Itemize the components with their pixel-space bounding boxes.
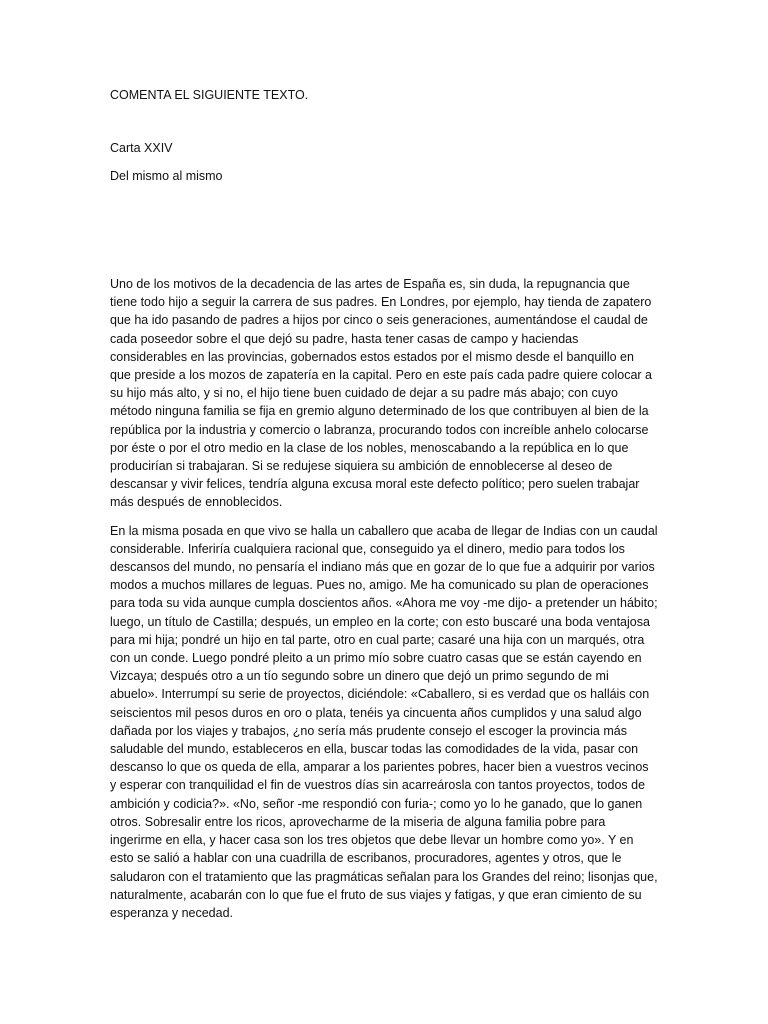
paragraph-2: En la misma posada en que vivo se halla un caballero que acaba de llegar de Indias con un caudal considerable. Inferiría cualquiera racional que, conseguido ya el dinero, medio para todos los descansos del mundo, no pensaría el indiano más que en gozar de lo que fue a adquirir por varios modos a muchos millares de leguas. Pues no, amigo. Me ha comunicado su plan de operaciones para toda su vida aunque cumpla doscientos años. «Ahora me voy -me dijo- a pretender un hábito; luego, un título de Castilla; después, un empleo en la corte; con esto buscaré una boda ventajosa para mi hija; pondré un hijo en tal parte, otro en cual parte; casaré una hija con un marqués, otra con un conde. Luego pondré pleito a un primo mío sobre cuatro casas que se están cayendo en Vizcaya; después otro a un tío segundo sobre un dinero que dejó un primo segundo de mi abuelo». Interrumpí su serie de proyectos, diciéndole: «Caballero, si es verdad que os halláis con seiscientos mil pesos duros en oro o plata, tenéis ya cincuenta años cumplidos y una salud algo dañada por los viajes y trabajos, ¿no sería más prudente consejo el escoger la provincia más saludable del mundo, estableceros en ella, buscar todas las comodidades de la vida, pasar con descanso lo que os queda de ella, amparar a los parientes pobres, hacer bien a vuestros vecinos y esperar con tranquilidad el fin de vuestros días sin acarreárosla con tantos proyectos, todos de ambición y codicia?». «No, señor -me respondió con furia-; como yo lo he ganado, que lo ganen otros. Sobresalir entre los ricos, aprovecharme de la miseria de alguna familia pobre para ingerirme en ella, y hacer casa son los tres objetos que debe llevar un hombre como yo». Y en esto se salió a hablar con una cuadrilla de escribanos, procuradores, agentes y otros, que le saludaron con el tratamiento que las pragmáticas señalan para los Grandes del reino; lisonjas que, naturalmente, acabarán con lo que fue el fruto de sus viajes y fatigas, y que eran cimiento de su esperanza y necedad.	[110, 523, 658, 920]
letter-title: Carta XXIV	[110, 141, 173, 155]
paragraph-1: Uno de los motivos de la decadencia de las artes de España es, sin duda, la repugnancia que tiene todo hijo a seguir la carrera de sus padres. En Londres, por ejemplo, hay tienda de zapatero que ha ido pasando de padres a hijos por cinco o seis generaciones, aumentándose el caudal de cada poseedor sobre el que dejó su padre, hasta tener casas de campo y haciendas considerables en las provincias, gobernados estos estados por el mismo desde el banquillo en que preside a los mozos de zapatería en la capital. Pero en este país cada padre quiere colocar a su hijo más alto, y si no, el hijo tiene buen cuidado de dejar a su padre más abajo; con cuyo método ninguna familia se fija en gremio alguno determinado de los que contribuyen al bien de la república por la industria y comercio o labranza, procurando todos con increíble anhelo colocarse por éste o por el otro medio en la clase de los nobles, menoscabando a la república en lo que producirían si trabajaran. Si se redujese siquiera su ambición de ennoblecerse al deseo de descansar y vivir felices, tendría alguna excusa moral este defecto político; pero suelen trabajar más después de ennoblecidos.	[110, 277, 653, 510]
letter-subtitle: Del mismo al mismo	[110, 169, 223, 183]
letter-body	[110, 275, 658, 932]
page-heading: COMENTA EL SIGUIENTE TEXTO.	[110, 88, 309, 102]
